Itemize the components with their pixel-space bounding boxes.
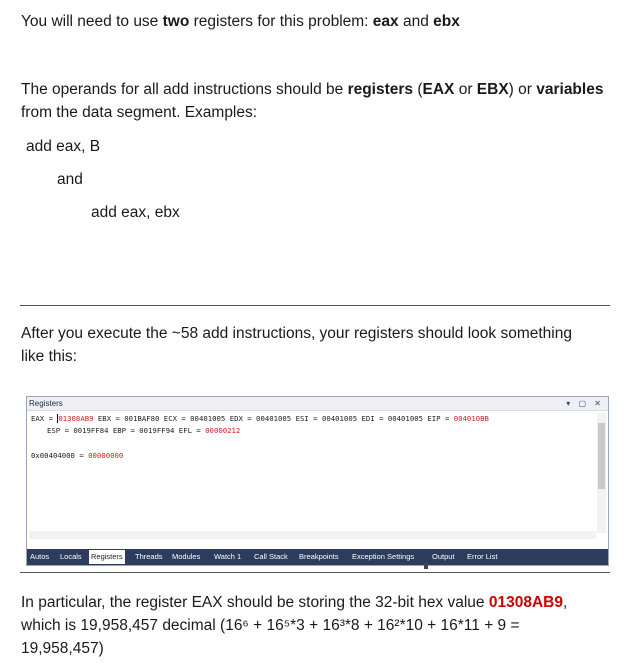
tab-modules[interactable]: Modules bbox=[172, 552, 201, 561]
tab-watch-1[interactable]: Watch 1 bbox=[214, 552, 242, 561]
example-2: add eax, ebx bbox=[91, 204, 180, 221]
memory-value: 00000000 bbox=[88, 451, 124, 460]
example-1: add eax, B bbox=[26, 138, 101, 155]
after-line-1: After you execute the ~58 add instructions, your registers should look something bbox=[21, 325, 572, 342]
example-and: and bbox=[57, 171, 83, 188]
registers-title: Registers bbox=[29, 399, 63, 408]
tab-exception-settings[interactable]: Exception Settings bbox=[352, 552, 415, 561]
tab-error-list[interactable]: Error List bbox=[467, 552, 498, 561]
tab-registers[interactable]: Registers bbox=[89, 550, 125, 564]
window-buttons[interactable]: ▾ ▢ ✕ bbox=[566, 399, 604, 408]
after-line-2: like this: bbox=[21, 348, 77, 365]
tab-call-stack[interactable]: Call Stack bbox=[254, 552, 288, 561]
conclusion-line-2: which is 19,958,457 decimal (16⁶ + 16⁵*3 + 16³*8 + 16²*10 + 16*11 + 9 = bbox=[21, 617, 520, 634]
scroll-marker bbox=[424, 563, 428, 569]
intro-line: You will need to use two registers for this problem: eax and ebx bbox=[21, 13, 460, 30]
divider-bottom bbox=[20, 572, 610, 573]
tab-locals[interactable]: Locals bbox=[60, 552, 82, 561]
register-row-1[interactable]: EAX = 01308AB9 EBX = 001BAF80 ECX = 00401005 EDX = 00401005 ESI = 00401005 EDI = 00401005 EIP = 004010BB bbox=[31, 414, 489, 423]
eax-value: 01308AB9 bbox=[58, 414, 94, 423]
memory-row[interactable]: 0x00404000 = 00000000 bbox=[31, 451, 124, 460]
tab-breakpoints[interactable]: Breakpoints bbox=[299, 552, 339, 561]
operands-line-2: from the data segment. Examples: bbox=[21, 104, 258, 121]
debug-tab-bar bbox=[27, 549, 608, 565]
eip-value: 004010BB bbox=[453, 414, 489, 423]
scroll-thumb[interactable] bbox=[598, 423, 605, 489]
vertical-scrollbar[interactable] bbox=[597, 413, 606, 533]
conclusion-line-3: 19,958,457) bbox=[21, 640, 104, 657]
conclusion-line-1: In particular, the register EAX should be storing the 32-bit hex value 01308AB9, bbox=[21, 594, 568, 611]
operands-line-1: The operands for all add instructions should be registers (EAX or EBX) or variables bbox=[21, 81, 604, 98]
registers-title-bar bbox=[27, 397, 608, 411]
registers-window bbox=[26, 396, 609, 566]
divider-top bbox=[20, 305, 610, 306]
efl-value: 00000212 bbox=[205, 426, 241, 435]
tab-output[interactable]: Output bbox=[432, 552, 455, 561]
tab-threads[interactable]: Threads bbox=[135, 552, 163, 561]
horizontal-scrollbar[interactable] bbox=[29, 531, 596, 539]
register-row-2[interactable]: ESP = 0019FF84 EBP = 0019FF94 EFL = 00000212 bbox=[47, 426, 241, 435]
tab-autos[interactable]: Autos bbox=[30, 552, 50, 561]
